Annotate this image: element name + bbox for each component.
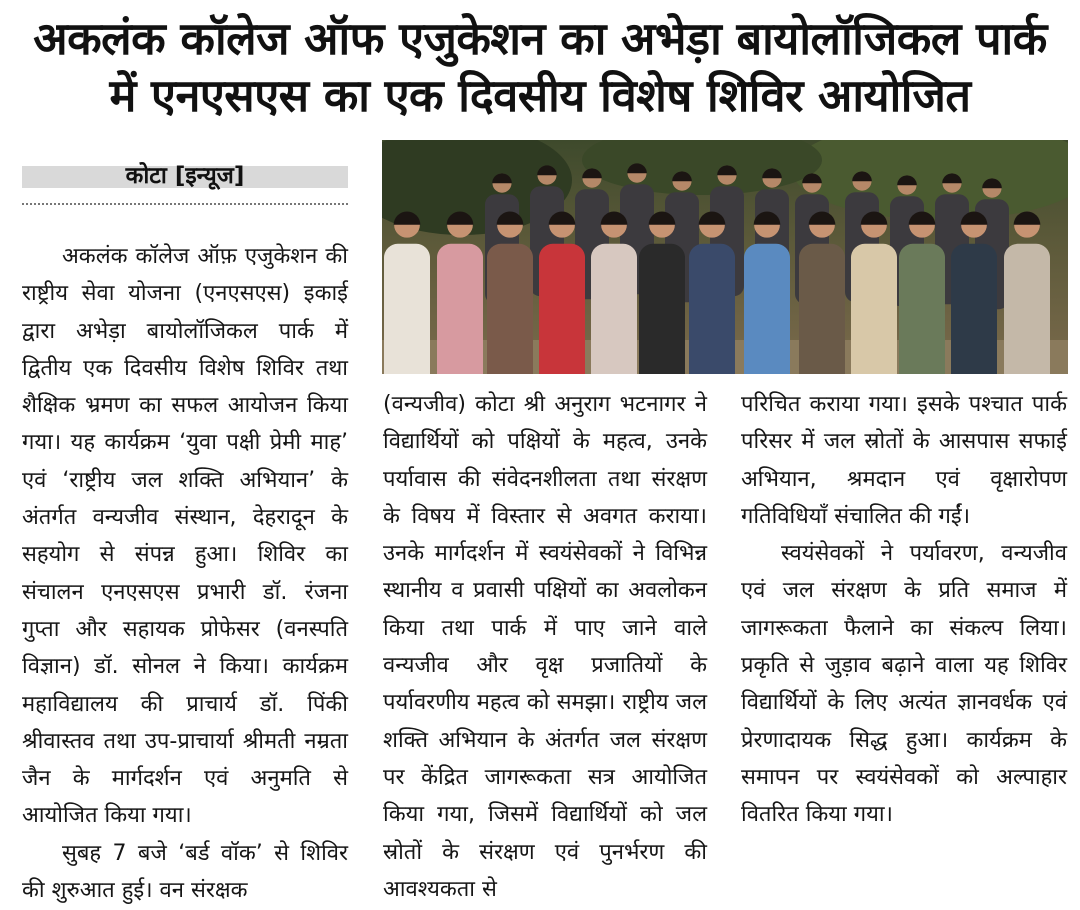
article-paragraph: (वन्यजीव) कोटा श्री अनुराग भटनागर ने विद्यार्थियों को पक्षियों के महत्व, उनके पर्यावास की संवेदनशीलता तथा संरक्षण के विषय में विस्तार से अवगत कराया। उनके मार्गदर्शन में स्वयंसेवकों ने विभिन्न स्थानीय व प्रवासी पक्षियों का अवलोकन किया तथा पार्क में पाए जाने वाले वन्यजीव और वृक्ष प्रजातियों के पर्यावरणीय महत्व को समझा। राष्ट्रीय जल शक्ति अभियान के अंतर्गत जल संरक्षण पर केंद्रित जागरूकता सत्र आयोजित किया गया, जिसमें विद्यार्थियों को जल स्रोतों के संरक्षण एवं पुनर्भरण की आवश्यकता से — [383, 392, 707, 902]
article-paragraph: परिचित कराया गया। इसके पश्चात पार्क परिसर में जल स्रोतों के आसपास सफाई अभियान, श्रमदान एवं वृक्षारोपण गतिविधियाँ संचालित की गईं। — [741, 392, 1067, 529]
article-paragraph: सुबह 7 बजे ‘बर्ड वॉक’ से शिविर की शुरुआत हुई। वन संरक्षक — [22, 840, 348, 904]
headline — [0, 10, 1080, 124]
group-photo-icon — [382, 140, 1068, 374]
article-paragraph: स्वयंसेवकों ने पर्यावरण, वन्यजीव एवं जल संरक्षण के प्रति समाज में जागरूकता फैलाने का संकल्प लिया। प्रकृति से जुड़ाव बढ़ाने वाला यह शिविर विद्यार्थियों के लिए अत्यंत ज्ञानवर्धक एवं प्रेरणादायक सिद्ध हुआ। कार्यक्रम के समापन पर स्वयंसेवकों को अल्पाहार वितरित किया गया। — [741, 541, 1067, 828]
headline-line-2: में एनएसएस का एक दिवसीय विशेष शिविर आयोजित — [109, 69, 971, 122]
article-column-2 — [383, 386, 707, 908]
article-column-3 — [741, 386, 1067, 834]
dotted-divider — [22, 203, 348, 205]
article-column-1 — [22, 238, 348, 909]
group-photo — [382, 140, 1068, 374]
headline-line-1: अकलंक कॉलेज ऑफ एजुकेशन का अभेड़ा बायोलॉजिकल पार्क — [33, 12, 1047, 65]
article-paragraph: अकलंक कॉलेज ऑफ़ एजुकेशन की राष्ट्रीय सेवा योजना (एनएसएस) इकाई द्वारा अभेड़ा बायोलॉजिकल पार्क में द्वितीय एक दिवसीय विशेष शिविर तथा शैक्षिक भ्रमण का सफल आयोजन किया गया। यह कार्यक्रम ‘युवा पक्षी प्रेमी माह’ एवं ‘राष्ट्रीय जल शक्ति अभियान’ के अंतर्गत वन्यजीव संस्थान, देहरादून के सहयोग से संपन्न हुआ। शिविर का संचालन एनएसएस प्रभारी डॉ. रंजना गुप्ता और सहायक प्रोफेसर (वनस्पति विज्ञान) डॉ. सोनल ने किया। कार्यक्रम महाविद्यालय की प्राचार्य डॉ. पिंकी श्रीवास्तव तथा उप-प्राचार्या श्रीमती नम्रता जैन के मार्गदर्शन एवं अनुमति से आयोजित किया गया। — [22, 244, 348, 829]
dateline: कोटा [इन्यूज] — [125, 163, 245, 189]
